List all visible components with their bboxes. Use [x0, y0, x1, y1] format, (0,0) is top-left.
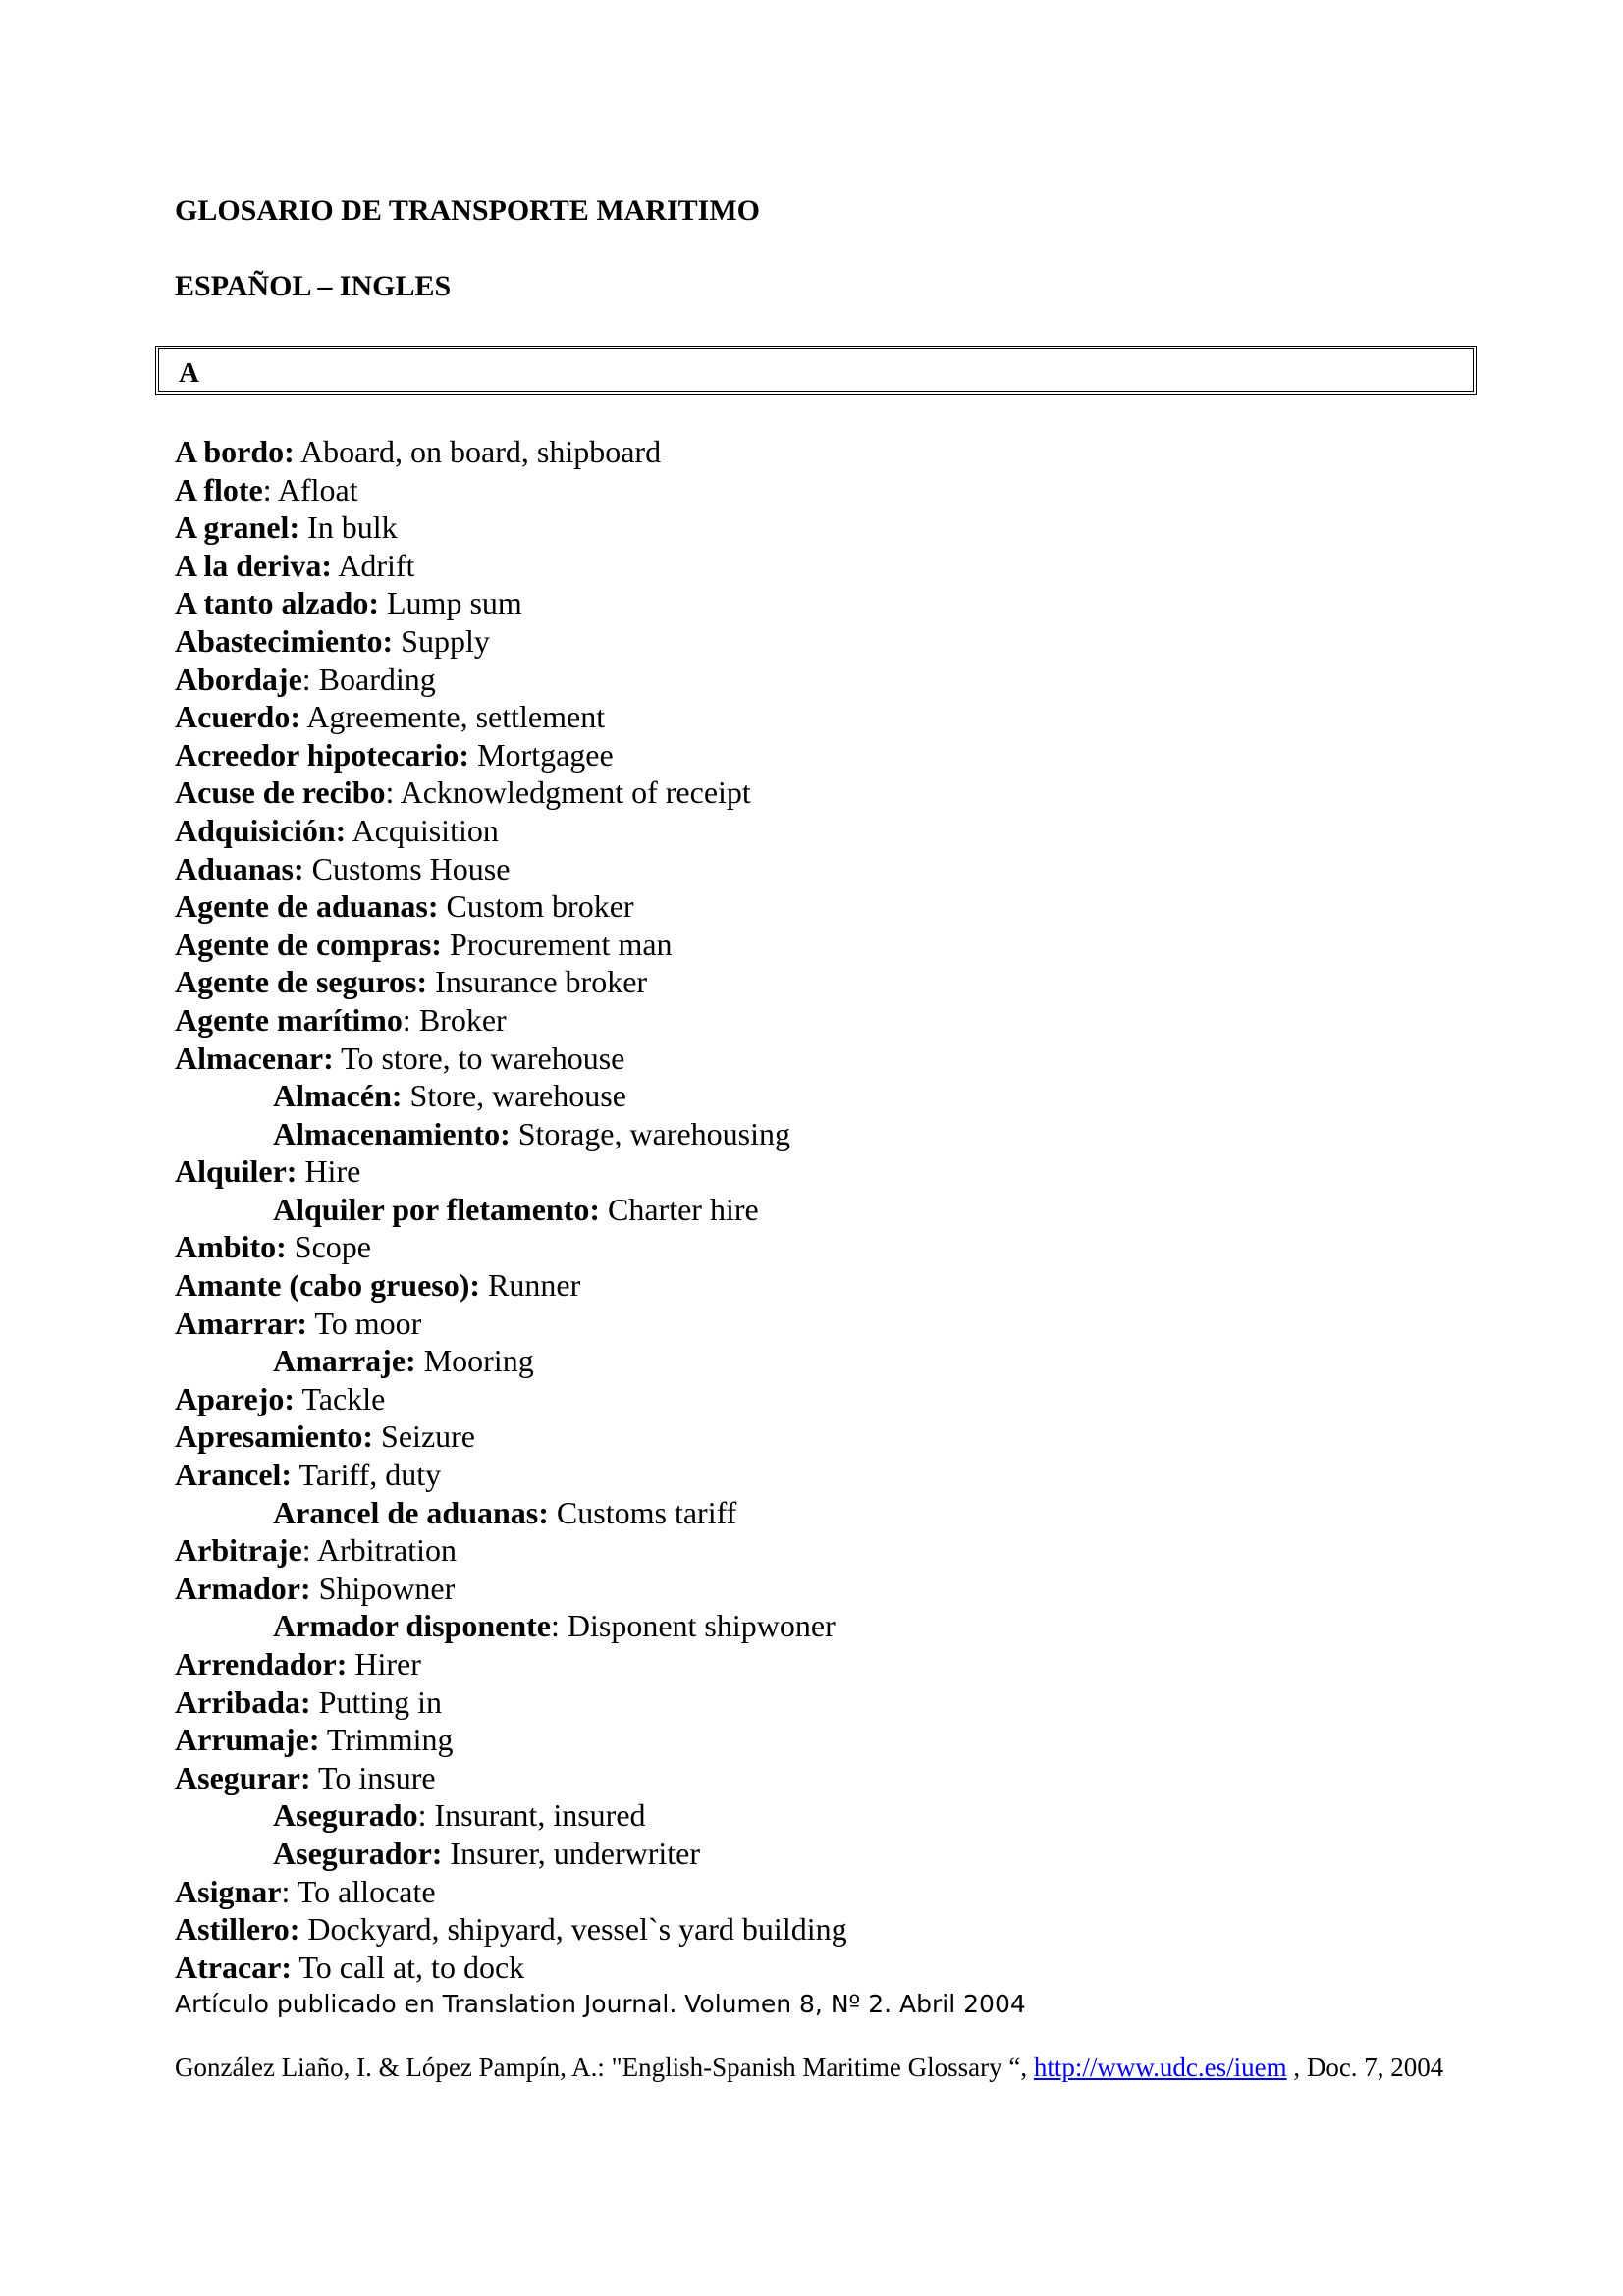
glossary-subentry [175, 1607, 1490, 1645]
glossary-entry [175, 622, 1490, 661]
entry-definition: To call at, to dock [292, 1949, 525, 1985]
entry-definition: Store, warehouse [402, 1078, 626, 1114]
glossary-entry [175, 812, 1490, 850]
glossary-entry [175, 963, 1490, 1001]
entry-term: Apresamiento: [175, 1418, 374, 1455]
entry-definition: Putting in [310, 1683, 443, 1720]
glossary-entry [175, 1910, 1490, 1949]
glossary-entry [175, 887, 1490, 926]
entry-definition: : Disponent shipwoner [550, 1608, 836, 1644]
entry-term: Alquiler por fletamento: [273, 1191, 600, 1227]
entry-term: Aparejo: [175, 1380, 296, 1416]
entry-definition: Hire [297, 1153, 361, 1190]
entry-definition: Mortgagee [469, 736, 614, 773]
entry-term: Atracar: [175, 1949, 293, 1985]
entry-term: Arrumaje: [175, 1722, 320, 1758]
entry-term: Acreedor hipotecario: [175, 736, 470, 773]
section-letter-box [155, 346, 1477, 395]
glossary-entry [175, 584, 1490, 622]
entry-definition: : Insurant, insured [417, 1797, 646, 1834]
entry-definition: : To allocate [281, 1873, 436, 1909]
glossary-subentry [175, 1191, 1490, 1229]
entry-term: Agente de seguros: [175, 964, 428, 1000]
entry-term: Astillero: [175, 1911, 300, 1948]
glossary-subentry [175, 1796, 1490, 1835]
entry-term: Amarraje: [273, 1343, 416, 1379]
glossary-entry [175, 1417, 1490, 1456]
entry-definition: Insurance broker [427, 964, 648, 1000]
glossary-entry [175, 1380, 1490, 1418]
entry-term: Almacenar: [175, 1040, 334, 1076]
entry-term: Asegurar: [175, 1759, 311, 1795]
entry-term: Ambito: [175, 1229, 287, 1265]
glossary-subentry [175, 1835, 1490, 1873]
glossary-entry [175, 1152, 1490, 1191]
entry-term: A la deriva: [175, 547, 332, 583]
entry-definition: : Afloat [262, 471, 358, 507]
citation-suffix: , Doc. 7, 2004 [1286, 2053, 1444, 2082]
entry-definition: : Boarding [301, 661, 436, 697]
entry-definition: Aboard, on board, shipboard [294, 434, 662, 469]
glossary-entry [175, 508, 1490, 547]
glossary-entry [175, 1759, 1490, 1797]
entry-term: A granel: [175, 509, 300, 546]
entry-definition: Seizure [373, 1418, 475, 1455]
glossary-entry [175, 547, 1490, 585]
entry-definition: Agreemente, settlement [299, 699, 606, 735]
entry-term: Aduanas: [175, 850, 304, 886]
entry-term: Abastecimiento: [175, 622, 394, 659]
entry-definition: Dockyard, shipyard, vessel`s yard building [299, 1911, 847, 1948]
entry-term: Adquisición: [175, 812, 347, 848]
entry-definition: Mooring [415, 1343, 534, 1379]
journal-note: Artículo publicado en Translation Journal. Volumen 8, Nº 2. Abril 2004 [175, 1990, 1026, 2018]
entry-definition: Shipowner [310, 1570, 456, 1606]
entry-term: A flote [175, 471, 263, 507]
glossary-entry [175, 698, 1490, 736]
entry-term: Abordaje [175, 661, 302, 697]
glossary-subentry [175, 1115, 1490, 1153]
entry-term: Agente de aduanas: [175, 888, 439, 925]
page-title: GLOSARIO DE TRANSPORTE MARITIMO [175, 194, 760, 227]
entry-term: Almacenamiento: [273, 1115, 511, 1151]
entry-term: Arrendador: [175, 1646, 348, 1682]
entry-term: A bordo: [175, 434, 295, 469]
entry-term: Amante (cabo grueso): [175, 1267, 481, 1304]
glossary-entry [175, 1949, 1490, 1987]
glossary-entry [175, 1228, 1490, 1266]
glossary-subentry [175, 1494, 1490, 1532]
entry-term: Agente de compras: [175, 926, 442, 962]
entry-definition: Trimming [319, 1722, 454, 1758]
entry-definition: Hirer [347, 1646, 421, 1682]
entry-definition: Supply [393, 622, 490, 659]
entry-definition: Storage, warehousing [510, 1115, 790, 1151]
glossary-entry [175, 433, 1490, 471]
glossary-entry [175, 1570, 1490, 1608]
entry-definition: Tackle [295, 1380, 386, 1416]
glossary-entries [175, 433, 1490, 1986]
entry-definition: Adrift [331, 547, 415, 583]
entry-term: Almacén: [273, 1078, 403, 1114]
entry-term: Alquiler: [175, 1153, 298, 1190]
entry-definition: In bulk [299, 509, 398, 546]
entry-definition: : Arbitration [301, 1532, 458, 1569]
entry-term: Armador: [175, 1570, 311, 1606]
entry-definition: Tariff, duty [292, 1457, 442, 1493]
glossary-entry [175, 1001, 1490, 1040]
glossary-subentry [175, 1077, 1490, 1115]
entry-definition: Runner [480, 1267, 581, 1304]
entry-definition: Acquisition [346, 812, 499, 848]
entry-definition: To store, to warehouse [333, 1040, 625, 1076]
citation-text: González Liaño, I. & López Pampín, A.: "English-Spanish Maritime Glossary “, [175, 2053, 1034, 2082]
page-subtitle: ESPAÑOL – INGLES [175, 270, 452, 302]
entry-definition: : Acknowledgment of receipt [385, 774, 751, 811]
entry-term: A tanto alzado: [175, 585, 379, 621]
glossary-entry [175, 1645, 1490, 1683]
glossary-entry [175, 661, 1490, 699]
entry-term: Acuerdo: [175, 699, 300, 735]
glossary-entry [175, 1721, 1490, 1759]
entry-definition: Insurer, underwriter [442, 1835, 701, 1871]
entry-definition: : Broker [402, 1001, 507, 1038]
entry-term: Amarrar: [175, 1305, 308, 1341]
entry-definition: Charter hire [600, 1191, 759, 1227]
entry-definition: Procurement man [441, 926, 673, 962]
glossary-entry [175, 1873, 1490, 1911]
entry-term: Acuse de recibo [175, 774, 386, 811]
entry-definition: Custom broker [438, 888, 634, 925]
entry-definition: Customs tariff [548, 1494, 737, 1530]
entry-term: Arancel de aduanas: [273, 1494, 549, 1530]
entry-definition: Customs House [303, 850, 511, 886]
entry-term: Asegurado [273, 1797, 418, 1834]
glossary-entry [175, 1266, 1490, 1305]
glossary-entry [175, 850, 1490, 888]
entry-definition: To insure [310, 1759, 436, 1795]
entry-term: Armador disponente [273, 1608, 551, 1644]
entry-definition: Lump sum [379, 585, 522, 621]
entry-term: Arribada: [175, 1683, 311, 1720]
entry-term: Asignar [175, 1873, 282, 1909]
glossary-entry [175, 1456, 1490, 1494]
entry-definition: To moor [307, 1305, 422, 1341]
glossary-entry [175, 1305, 1490, 1343]
glossary-entry [175, 1040, 1490, 1078]
glossary-entry [175, 774, 1490, 812]
citation-link[interactable]: http://www.udc.es/iuem [1033, 2053, 1287, 2082]
citation [175, 2052, 1471, 2084]
entry-definition: Scope [286, 1229, 371, 1265]
glossary-entry [175, 736, 1490, 774]
entry-term: Agente marítimo [175, 1001, 403, 1038]
glossary-entry [175, 926, 1490, 964]
glossary-subentry [175, 1342, 1490, 1380]
section-letter: A [179, 357, 199, 389]
glossary-entry [175, 471, 1490, 509]
entry-term: Asegurador: [273, 1835, 443, 1871]
entry-term: Arbitraje [175, 1532, 302, 1569]
glossary-entry [175, 1531, 1490, 1570]
glossary-entry [175, 1683, 1490, 1722]
entry-term: Arancel: [175, 1457, 293, 1493]
